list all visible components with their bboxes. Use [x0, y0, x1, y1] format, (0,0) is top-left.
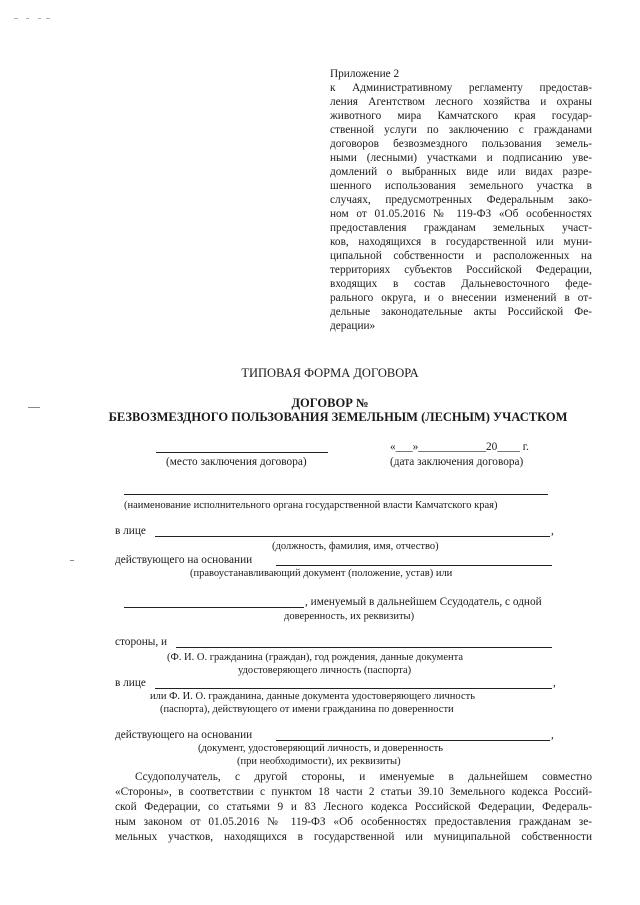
in-person-field[interactable] [155, 536, 550, 537]
date-caption: (дата заключения договора) [390, 456, 524, 468]
in-person-field[interactable] [155, 688, 552, 689]
appendix-line: ными (лесными) участками и подписанию уве- [330, 152, 592, 164]
appendix-line: дельные законодательные акты Российской Фе- [330, 306, 592, 318]
appendix-title: Приложение 2 [330, 68, 400, 80]
proxy-caption: (паспорта), действующего от имени гражданина по доверенности [160, 704, 454, 715]
appendix-line: ципальной собственности и расположенных на [330, 250, 592, 262]
lender-field[interactable] [124, 607, 304, 608]
body-line: ской Федерации, со статьями 9 и 83 Лесного кодекса Российской Федерации, Федераль- [115, 801, 592, 813]
acting-basis-field[interactable] [276, 565, 552, 566]
appendix-line: входящих в состав Дальневосточного феде- [330, 278, 592, 290]
body-line: мельных участков, находящихся в государственной или муниципальной собственности [115, 831, 592, 843]
lender-text-2: доверенность, их реквизиты) [284, 611, 415, 622]
appendix-line: предоставления гражданам земельных участ- [330, 222, 592, 234]
appendix-line: домлений о выбранных виде или видах разре- [330, 166, 592, 178]
acting-basis-label: действующего на основании [115, 554, 253, 566]
appendix-line: ственной услуги по заключению с гражданами [330, 124, 592, 136]
scan-mark [28, 407, 40, 408]
acting-basis-field[interactable] [276, 740, 550, 741]
lender-text: , именуемый в дальнейшем Ссудодатель, с одной [305, 596, 542, 608]
form-title: ТИПОВАЯ ФОРМА ДОГОВОРА [241, 366, 419, 380]
doc-caption: (при необходимости), их реквизиты) [237, 756, 401, 767]
position-caption: (должность, фамилия, имя, отчество) [272, 541, 439, 552]
doc-caption: (документ, удостоверяющий личность, и доверенность [198, 743, 444, 754]
authority-field[interactable] [124, 494, 548, 495]
appendix-line: случаях, предусмотренных Федеральным зако- [330, 194, 592, 206]
acting-basis-label: действующего на основании [115, 729, 253, 741]
appendix-line: дерации» [330, 320, 376, 332]
citizen-caption: удостоверяющего личность (паспорта) [238, 665, 412, 676]
basis-caption: (правоустанавливающий документ (положение, устав) или [190, 568, 453, 579]
appendix-line: шенного использования земельного участка в [330, 180, 592, 192]
contract-title: БЕЗВОЗМЕЗДНОГО ПОЛЬЗОВАНИЯ ЗЕМЕЛЬНЫМ (ЛЕСНЫМ) УЧАСТКОМ [108, 410, 568, 424]
scan-mark [46, 18, 50, 19]
scan-mark [14, 18, 18, 19]
proxy-caption: или Ф. И. О. гражданина, данные документа удостоверяющего личность [150, 691, 475, 702]
appendix-line: животного мира Камчатского края государ- [330, 110, 592, 122]
authority-caption: (наименование исполнительного органа государственной власти Камчатского края) [124, 500, 498, 511]
in-person-label: в лице [115, 525, 146, 537]
appendix-line: территориях субъектов Российской Федерации, [330, 264, 592, 276]
place-caption: (место заключения договора) [166, 456, 307, 468]
party-field[interactable] [176, 647, 552, 648]
appendix-line: ном от 01.05.2016 № 119-ФЗ «Об особенностях [330, 208, 592, 220]
appendix-block [330, 67, 592, 333]
contract-title-number: ДОГОВОР № [291, 396, 369, 410]
appendix-line: рального округа, и о внесении изменений в от- [330, 292, 592, 304]
body-line: ным законом от 01.05.2016 № 119-ФЗ «Об особенностях предоставления гражданам зе- [115, 816, 592, 828]
place-field[interactable] [156, 452, 328, 453]
appendix-line: ления Агентством лесного хозяйства и охраны [330, 96, 592, 108]
body-paragraph [115, 785, 592, 845]
appendix-line: к Административному регламенту предостав- [330, 82, 592, 94]
comma: , [551, 729, 554, 741]
body-line: «Стороны», в соответствии с пунктом 18 части 2 статьи 39.10 Земельного кодекса Россий- [115, 786, 592, 798]
scan-mark [38, 18, 41, 19]
comma: , [551, 525, 554, 537]
scan-mark [70, 560, 74, 561]
date-field[interactable]: «___»____________20____ г. [390, 441, 529, 453]
scan-mark [26, 18, 29, 19]
body-first-line: Ссудополучатель, с другой стороны, и именуемые в дальнейшем совместно [135, 771, 592, 783]
appendix-line: договоров безвозмездного пользования земель- [330, 138, 592, 150]
citizen-caption: (Ф. И. О. гражданина (граждан), год рождения, данные документа [167, 652, 463, 663]
party-label: стороны, и [115, 636, 168, 648]
comma: , [553, 677, 556, 689]
appendix-line: ков, находящихся в государственной или муни- [330, 236, 592, 248]
in-person-label: в лице [115, 677, 146, 689]
